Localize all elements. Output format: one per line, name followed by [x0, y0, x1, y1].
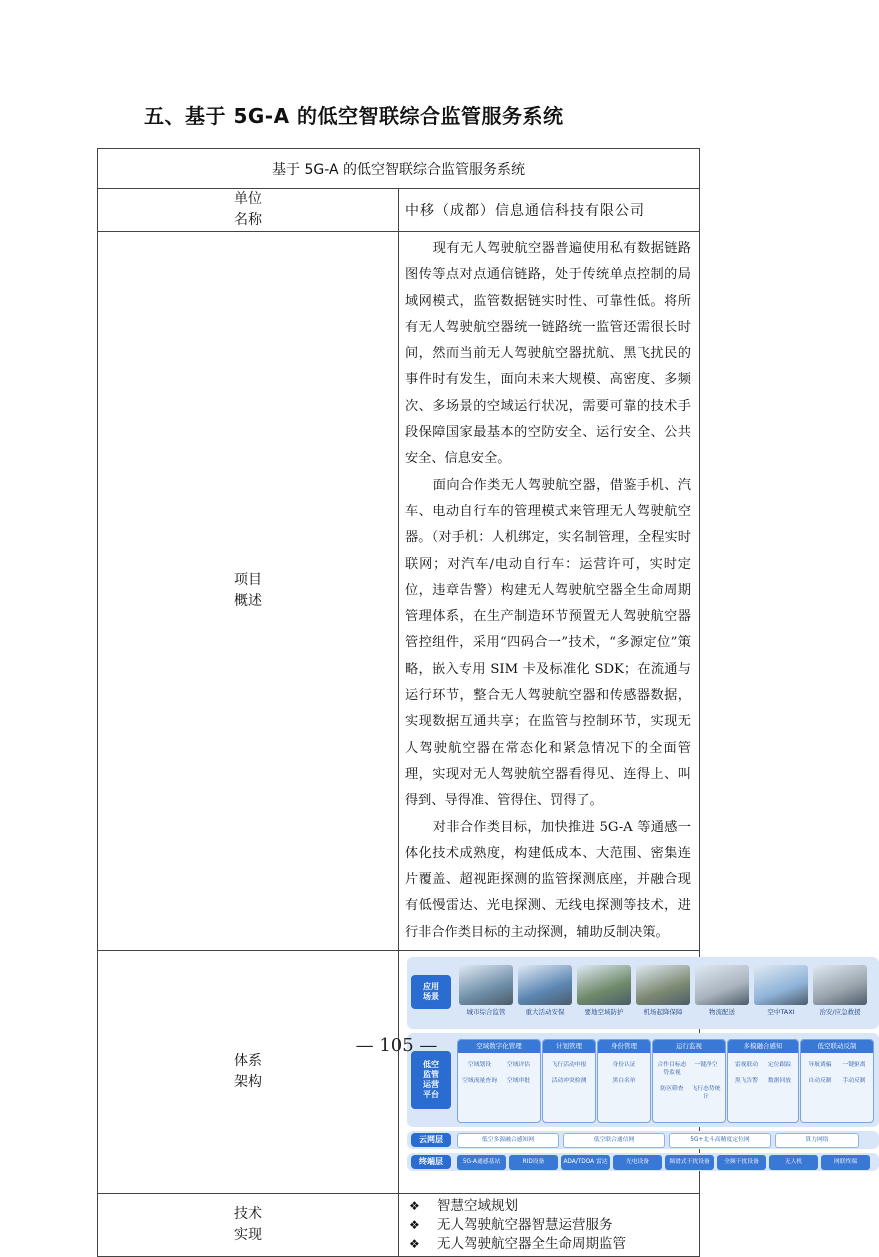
architecture-label-text: 体系 架构: [234, 1053, 262, 1091]
cloud-item: 5G+北斗高精度定位网: [669, 1133, 771, 1148]
terminal-layer-label: 终端层: [411, 1155, 451, 1169]
application-tile: [459, 965, 513, 1016]
terminal-layer: [407, 1153, 879, 1171]
application-caption: 物流配送: [709, 1008, 735, 1017]
module-item: 雷视联动: [734, 1062, 759, 1069]
cloud-item: 算力网络: [775, 1133, 859, 1148]
table-title: 基于 5G-A 的低空智联综合监管服务系统: [98, 149, 700, 189]
module-title: 运行监视: [653, 1040, 725, 1053]
module-item: 一键净空: [694, 1062, 718, 1069]
scene-image: [459, 965, 513, 1005]
module-item: 空域划设: [467, 1062, 492, 1069]
application-tile: [813, 965, 867, 1016]
terminal-item: 频谱式干扰设备: [665, 1155, 714, 1170]
module-title: 身份管理: [598, 1040, 650, 1053]
overview-paragraph-2: 面向合作类无人驾驶航空器，借鉴手机、汽车、电动自行车的管理模式来管理无人驾驶航空器。（对手机：人机绑定，实名制管理，全程实时联网；对汽车/电动自行车：运营许可，实时定位，违章告警）构建无人驾驶航空器全生命周期管理体系，在生产制造环节预置无人驾驶航空器管控组件，采用“四码合一”技术，“多源定位”策略，嵌入专用 SIM 卡及标准化 SDK；在流通与运行环节，整合无人驾驶航空器和传感器数据，实现数据互通共享；在监管与控制环节，实现无人驾驶航空器在常态化和紧急情况下的全面管理，实现对无人驾驶航空器看得见、连得上、叫得到、导得准、管得住、罚得了。: [405, 477, 691, 809]
module-item: 防区筛查: [660, 1086, 684, 1093]
module-item: 一键驱离: [842, 1062, 866, 1069]
page-number: — 105 —: [355, 1035, 438, 1056]
terminal-item: ADA/TDOA 雷达: [561, 1155, 610, 1170]
terminal-item: 光电设备: [613, 1155, 662, 1170]
diamond-bullet-icon: ❖: [409, 1198, 420, 1213]
architecture-cell: [399, 951, 866, 1194]
module-item: 空域审批: [506, 1078, 531, 1085]
application-caption: 重大活动安保: [525, 1008, 565, 1017]
module-item: 空域流量查询: [462, 1078, 497, 1085]
module-item: 黑飞告警: [734, 1078, 759, 1085]
module-item: 活动冲突检测: [551, 1078, 587, 1085]
diamond-bullet-icon: ❖: [409, 1217, 420, 1232]
scene-image: [695, 965, 749, 1005]
overview-label: [98, 232, 399, 951]
tech-item: ❖ 无人驾驶航空器全生命周期监管: [409, 1235, 626, 1252]
application-caption: 机场起降保障: [643, 1008, 683, 1017]
module-title: 多模融合感知: [728, 1040, 798, 1053]
application-tile: [518, 965, 572, 1016]
terminal-item: 网联终端: [821, 1155, 870, 1170]
cloud-layer: [407, 1131, 879, 1149]
scene-image: [754, 965, 808, 1005]
terminal-item: 5G-A通感基站: [457, 1155, 506, 1170]
tech-label-text: 技术 实现: [234, 1206, 262, 1244]
application-tile: [577, 965, 631, 1016]
module-item: 空域评估: [506, 1062, 531, 1069]
unit-label-text: 单位 名称: [234, 191, 262, 228]
cloud-item: 低空联合通信网: [563, 1133, 665, 1148]
module-item: 数据回放: [767, 1078, 792, 1085]
scene-image: [813, 965, 867, 1005]
module-title: 空域数字化管理: [458, 1040, 540, 1053]
module-title: 低空联动反制: [801, 1040, 873, 1053]
module-item: 身份认证: [612, 1062, 636, 1069]
overview-label-text: 项目 概述: [234, 572, 262, 609]
overview-paragraph-1: 现有无人驾驶航空器普遍使用私有数据链路图传等点对点通信链路，处于传统单点控制的局域网模式，监管数据链实时性、可靠性低。将所有无人驾驶航空器统一链路统一监管还需很长时间，然而当前无人驾驶航空器扰航、黑飞扰民的事件时有发生，面向未来大规模、高密度、多频次、多场景的空域运行状况，需要可靠的技术手段保障国家最基本的空防安全、运行安全、公共安全、信息安全。: [405, 241, 691, 467]
module-item: 导航诱骗: [808, 1062, 832, 1069]
tech-item: ❖ 无人驾驶航空器智慧运营服务: [409, 1216, 613, 1233]
application-layer-label: 应用 场景: [411, 975, 451, 1009]
application-layer: [407, 957, 879, 1029]
module-item: 合作目标态势监视: [657, 1062, 687, 1077]
module-item: 飞行态势统计: [691, 1086, 721, 1101]
cloud-layer-label: 云网层: [411, 1133, 451, 1147]
tech-label: [98, 1194, 399, 1257]
diamond-bullet-icon: ❖: [409, 1236, 420, 1251]
terminal-item: 全频干扰设备: [717, 1155, 766, 1170]
architecture-label: [98, 951, 399, 1194]
scene-image: [577, 965, 631, 1005]
scene-image: [518, 965, 572, 1005]
module-item: 定位跟踪: [767, 1062, 792, 1069]
unit-label: [98, 189, 399, 232]
application-caption: 城市综合监管: [466, 1008, 506, 1017]
architecture-diagram: [407, 957, 879, 1171]
application-tile: [754, 965, 808, 1016]
module-item: 黑白名单: [612, 1078, 636, 1085]
unit-value: 中移（成都）信息通信科技有限公司: [399, 189, 700, 232]
application-caption: 治安/应急救援: [819, 1008, 861, 1017]
overview-paragraph-3: 对非合作类目标，加快推进 5G-A 等通感一体化技术成熟度，构建低成本、大范围、密集连片覆盖、超视距探测的监管探测底座，并融合现有低慢雷达、光电探测、无线电探测等技术，进行非合作类目标的主动探测，辅助反制决策。: [405, 819, 691, 940]
overview-content: [399, 232, 700, 951]
terminal-item: RID设备: [509, 1155, 558, 1170]
module-item: 手动反制: [842, 1078, 866, 1085]
scene-image: [636, 965, 690, 1005]
project-table: [97, 148, 866, 1257]
application-tile: [636, 965, 690, 1016]
page-heading: 五、基于 5G-A 的低空智联综合监管服务系统: [144, 104, 564, 128]
application-caption: 空中TAXI: [767, 1008, 795, 1017]
module-item: 飞行活动申报: [551, 1062, 587, 1069]
module-item: 自动反制: [808, 1078, 832, 1085]
application-caption: 要地空域防护: [584, 1008, 624, 1017]
application-tile: [695, 965, 749, 1016]
platform-module: [800, 1039, 874, 1123]
tech-item: ❖ 智慧空域规划: [409, 1197, 518, 1214]
terminal-item: 无人机: [769, 1155, 818, 1170]
tech-list: [399, 1194, 700, 1257]
platform-layer-label: 低空 监管 运营 平台: [411, 1051, 451, 1109]
cloud-item: 低空多源融合感知网: [457, 1133, 559, 1148]
module-title: 计划管理: [543, 1040, 595, 1053]
